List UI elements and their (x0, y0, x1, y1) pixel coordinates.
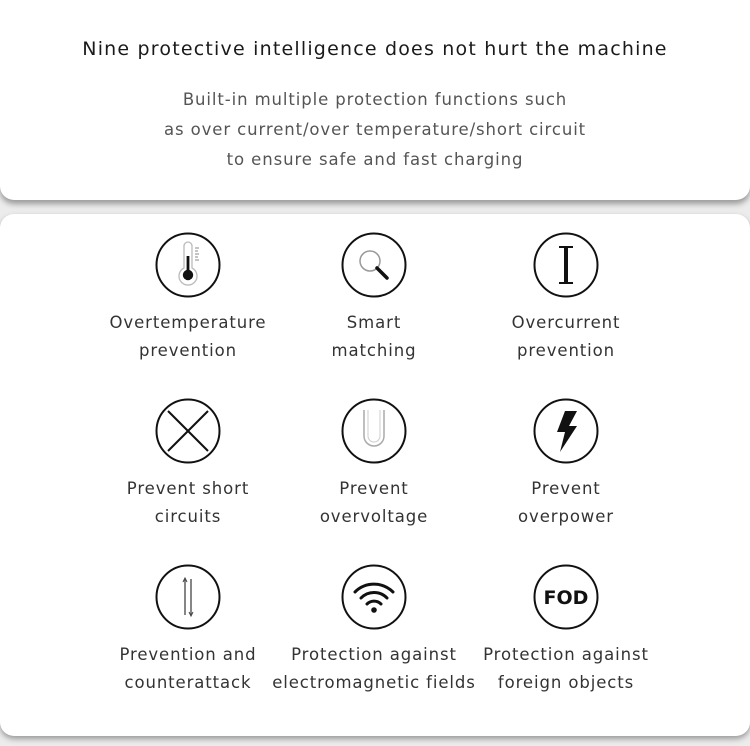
feature-label-line-2: counterattack (124, 673, 252, 692)
lightning-icon (533, 398, 599, 464)
features-card (0, 214, 750, 736)
feature-label-line-2: electromagnetic fields (272, 673, 476, 692)
fod-icon (533, 564, 599, 630)
feature-label-line-2: circuits (154, 507, 222, 526)
wireless-signal-icon (341, 564, 407, 630)
feature-label (441, 475, 691, 531)
feature-label-line-1: Protection against (483, 645, 649, 664)
feature-label-line-2: prevention (516, 341, 616, 360)
subtitle-line-2: as over current/over temperature/short circuit (163, 120, 587, 139)
feature-label (441, 641, 691, 697)
feature-label-line-1: Prevent (339, 479, 409, 498)
fod-icon-text: FOD (543, 587, 589, 609)
feature-label-line-1: Prevention and (119, 645, 257, 664)
feature-label-line-1: Overtemperature (109, 313, 267, 332)
current-bar-icon (533, 232, 599, 298)
header-card (0, 0, 750, 200)
feature-label-line-2: matching (331, 341, 417, 360)
page-title: Nine protective intelligence does not hurt the machine (82, 38, 668, 60)
cross-icon (155, 398, 221, 464)
feature-label-line-1: Prevent (531, 479, 601, 498)
feature-label (441, 309, 691, 365)
feature-label-line-2: prevention (138, 341, 238, 360)
feature-label-line-1: Smart (346, 313, 402, 332)
magnifier-icon (341, 232, 407, 298)
u-shape-icon (341, 398, 407, 464)
feature-label-line-2: foreign objects (497, 673, 635, 692)
feature-label-line-1: Overcurrent (511, 313, 621, 332)
feature-label-line-1: Prevent short (126, 479, 250, 498)
subtitle-line-3: to ensure safe and fast charging (226, 150, 524, 169)
feature-label-line-2: overvoltage (319, 507, 429, 526)
feature-label-line-1: Protection against (291, 645, 457, 664)
double-arrow-icon (155, 564, 221, 630)
thermometer-icon (155, 232, 221, 298)
subtitle-line-1: Built-in multiple protection functions such (182, 90, 568, 109)
feature-label-line-2: overpower (518, 507, 614, 526)
